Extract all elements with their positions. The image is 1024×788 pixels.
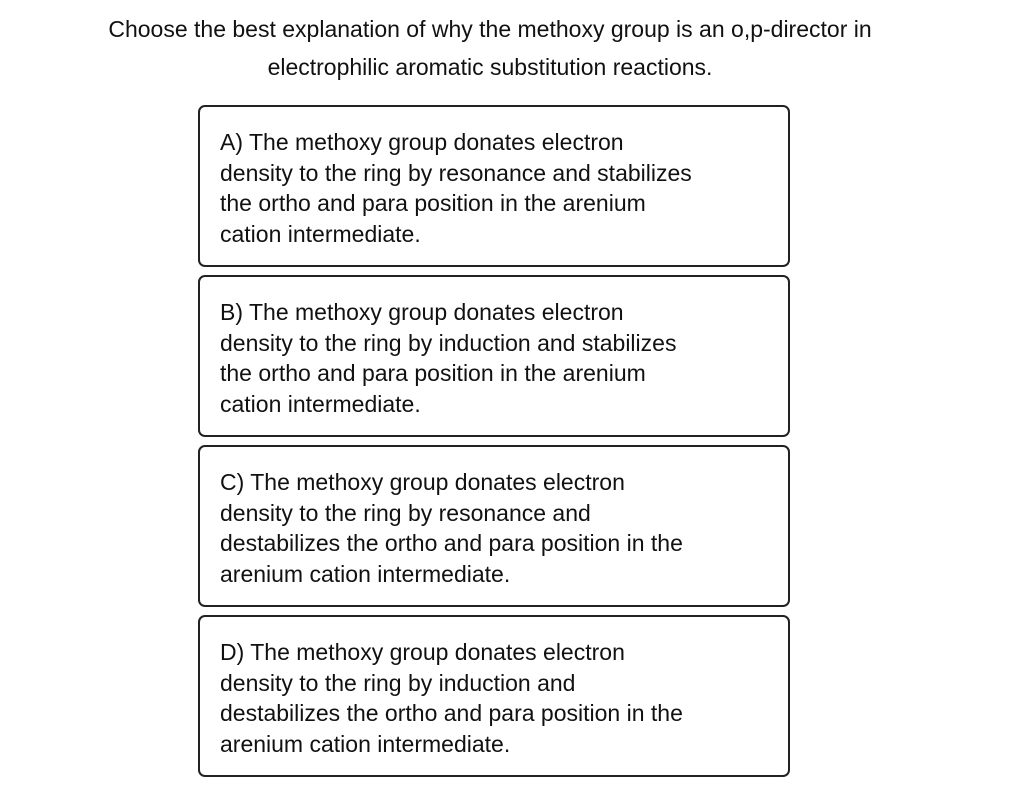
option-b-button[interactable] — [198, 275, 790, 437]
question-line-1: Choose the best explanation of why the methoxy group is an o,p-director in — [108, 16, 872, 42]
option-c-button[interactable] — [198, 445, 790, 607]
question-line-2: electrophilic aromatic substitution reactions. — [267, 54, 713, 80]
option-c-text: C) The methoxy group donates electron density to the ring by resonance and destabilizes the ortho and para position in the arenium cation intermediate. — [220, 469, 683, 587]
answer-options — [198, 105, 790, 777]
option-a-text: A) The methoxy group donates electron density to the ring by resonance and stabilizes the ortho and para position in the arenium cation intermediate. — [220, 129, 692, 247]
option-b-text: B) The methoxy group donates electron density to the ring by induction and stabilizes the ortho and para position in the arenium cation intermediate. — [220, 299, 677, 417]
option-a-button[interactable] — [198, 105, 790, 267]
option-d-button[interactable] — [198, 615, 790, 777]
question-text — [0, 10, 980, 86]
option-d-text: D) The methoxy group donates electron density to the ring by induction and destabilizes the ortho and para position in the arenium cation intermediate. — [220, 639, 683, 757]
